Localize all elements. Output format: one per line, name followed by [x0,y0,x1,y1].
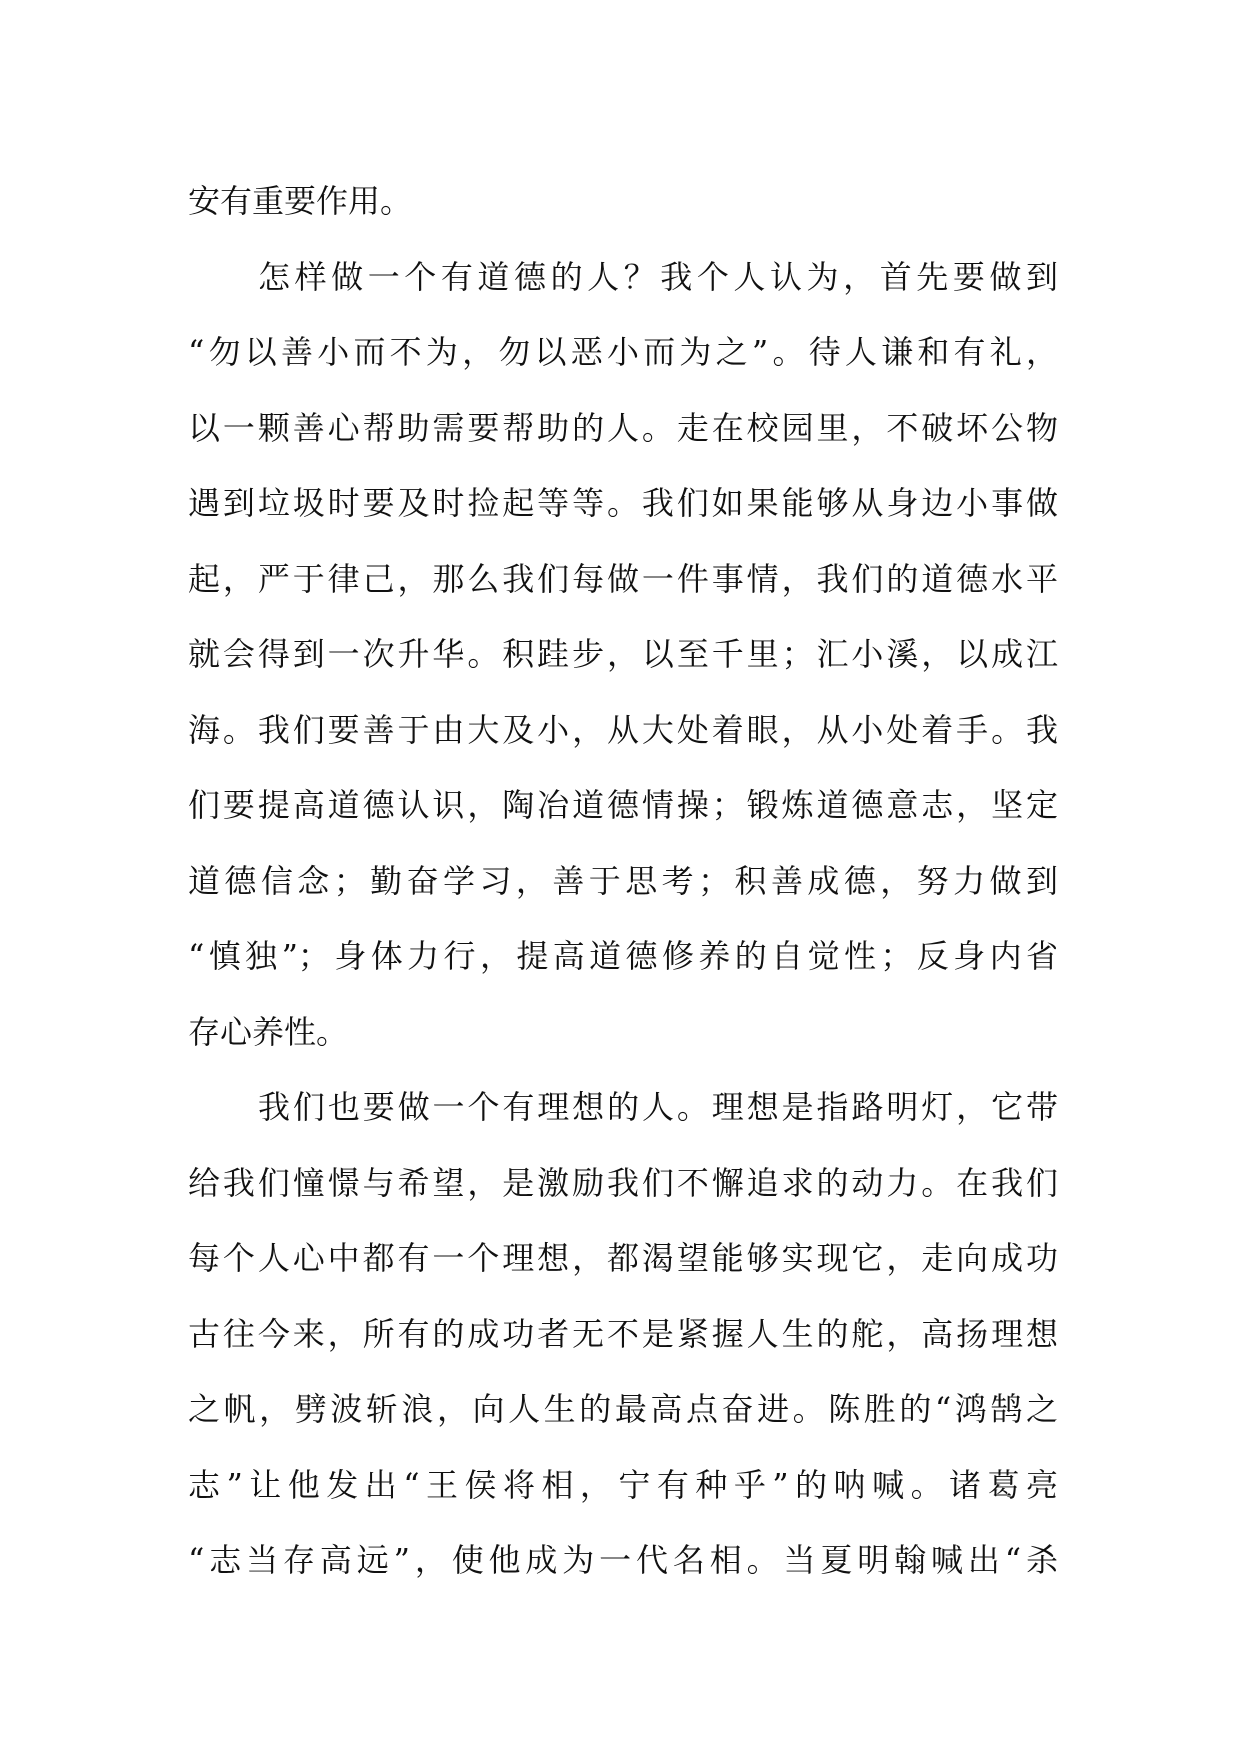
text-line: 之帆，劈波斩浪，向人生的最高点奋进。陈胜的“鸿鹄之 [188,1390,1058,1428]
text-line: “慎独”；身体力行，提高道德修养的自觉性；反身内省 [188,937,1058,975]
paragraph-ideals [188,1070,1058,1599]
text-line: 古往今来，所有的成功者无不是紧握人生的舵，高扬理想 [188,1314,1058,1353]
text-line: 志”让他发出“王侯将相，宁有种乎”的呐喊。诸葛亮 [188,1465,1058,1504]
text-line: 安有重要作用。 [188,182,413,220]
text-line: 怎样做一个有道德的人？我个人认为，首先要做到 [258,257,1058,296]
text-line: 以一颗善心帮助需要帮助的人。走在校园里，不破坏公物 [188,408,1058,447]
text-line: 就会得到一次升华。积跬步，以至千里；汇小溪，以成江 [188,635,1058,673]
paragraph-continuation [188,164,1058,240]
text-line: 起，严于律己，那么我们每做一件事情，我们的道德水平 [188,559,1058,598]
text-line: 们要提高道德认识，陶冶道德情操；锻炼道德意志，坚定 [188,786,1058,824]
text-line: 每个人心中都有一个理想，都渴望能够实现它，走向成功 [188,1239,1058,1277]
text-line: 我们也要做一个有理想的人。理想是指路明灯，它带 [258,1088,1058,1126]
text-line: “勿以善小而不为，勿以恶小而为之”。待人谦和有礼， [188,333,1058,371]
text-line: 海。我们要善于由大及小，从大处着眼，从小处着手。我 [188,710,1058,749]
paragraph-morality [188,240,1058,1071]
text-line: 道德信念；勤奋学习，善于思考；积善成德，努力做到 [188,861,1058,900]
text-line: 给我们憧憬与希望，是激励我们不懈追求的动力。在我们 [188,1163,1058,1202]
text-line: “志当存高远”，使他成为一代名相。当夏明翰喊出“杀 [188,1541,1058,1579]
text-line: 存心养性。 [188,1012,349,1051]
body-text [188,164,1058,1599]
text-line: 遇到垃圾时要及时捡起等等。我们如果能够从身边小事做 [188,484,1058,522]
